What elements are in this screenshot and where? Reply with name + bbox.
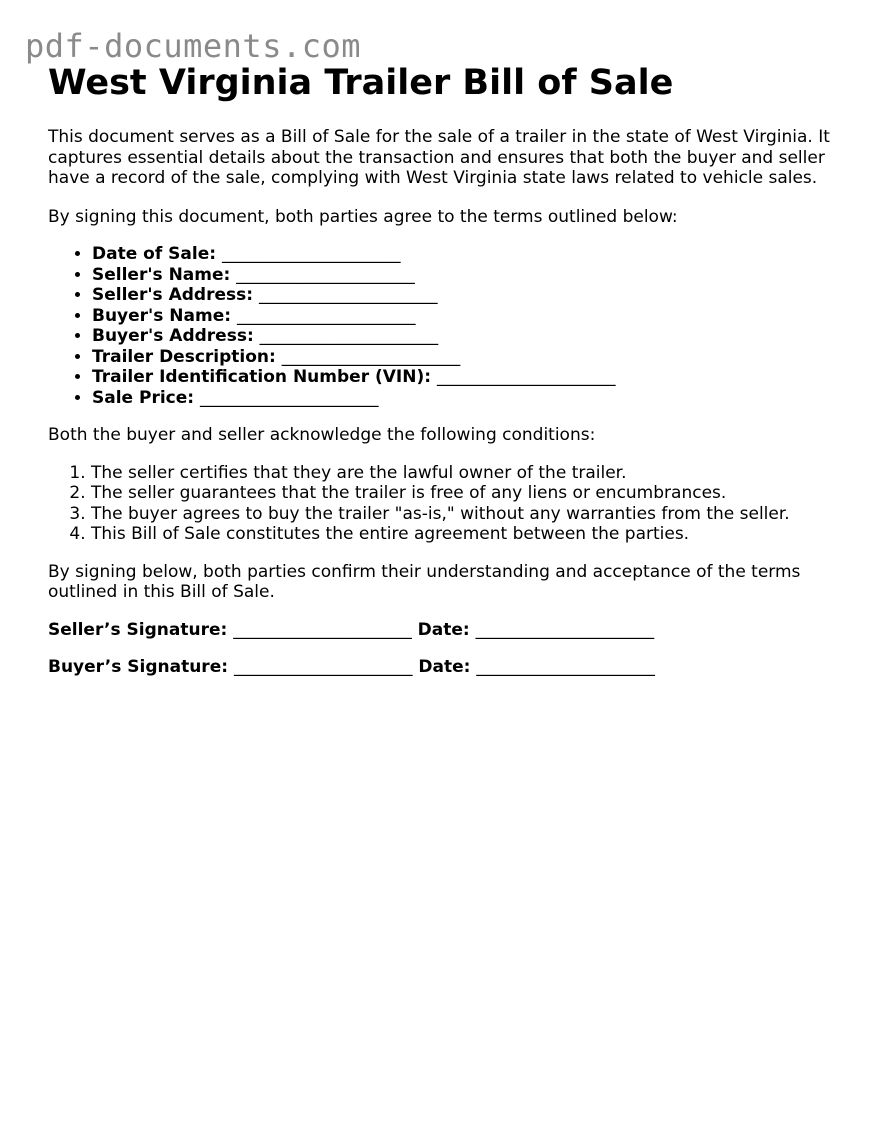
field-label-trailer-vin: Trailer Identification Number (VIN): xyxy=(92,367,432,387)
condition-item: 3. The buyer agrees to buy the trailer "as-is," without any warranties from the seller. xyxy=(91,504,838,525)
list-item xyxy=(92,285,838,306)
blank-line[interactable]: _____________________ xyxy=(436,367,616,387)
field-label-date-of-sale: Date of Sale: xyxy=(92,244,217,264)
seller-signature-label: Seller’s Signature: xyxy=(48,619,228,640)
field-label-sale-price: Sale Price: xyxy=(92,387,195,408)
buyer-date-label: Date: xyxy=(418,657,471,677)
sale-details-list xyxy=(48,244,838,408)
blank-line[interactable]: _____________________ xyxy=(221,244,401,264)
list-item xyxy=(92,326,838,347)
list-item xyxy=(92,347,838,368)
buyer-signature-blank[interactable]: _____________________ xyxy=(233,657,413,677)
field-label-seller-address: Seller's Address: xyxy=(92,285,254,305)
list-item xyxy=(92,367,838,388)
field-label-trailer-description: Trailer Description: xyxy=(92,346,276,367)
field-label-buyer-address: Buyer's Address: xyxy=(92,326,254,346)
condition-item: 4. This Bill of Sale constitutes the entire agreement between the parties. xyxy=(91,524,838,545)
seller-date-blank[interactable]: _____________________ xyxy=(475,619,655,640)
seller-signature-line xyxy=(48,620,838,641)
blank-line[interactable]: _____________________ xyxy=(200,387,379,408)
seller-date-label: Date: xyxy=(417,619,470,640)
buyer-signature-label: Buyer’s Signature: xyxy=(48,657,229,677)
list-item xyxy=(92,244,838,265)
condition-item: 1. The seller certifies that they are the lawful owner of the trailer. xyxy=(91,463,838,484)
condition-item: 2. The seller guarantees that the trailer is free of any liens or encumbrances. xyxy=(91,483,838,504)
intro-paragraph: This document serves as a Bill of Sale for the sale of a trailer in the state of West Virginia. It captures essential details about the transaction and ensures that both the buyer and seller have a record of the sale, complying with West Virginia state laws related to vehicle sales. xyxy=(48,127,830,188)
list-item xyxy=(92,388,838,409)
document-body xyxy=(48,62,838,678)
list-item xyxy=(92,306,838,327)
field-label-seller-name: Seller's Name: xyxy=(92,264,231,285)
seller-signature-blank[interactable]: _____________________ xyxy=(233,619,412,640)
document-title: West Virginia Trailer Bill of Sale xyxy=(48,63,674,103)
blank-line[interactable]: _____________________ xyxy=(259,326,439,346)
buyer-signature-line xyxy=(48,657,838,678)
blank-line[interactable]: _____________________ xyxy=(258,285,438,305)
blank-line[interactable]: _____________________ xyxy=(236,305,416,326)
confirm-statement: By signing below, both parties confirm their understanding and acceptance of the terms outlined in this Bill of Sale. xyxy=(48,561,801,602)
acknowledge-statement: Both the buyer and seller acknowledge the following conditions: xyxy=(48,425,596,445)
agree-statement: By signing this document, both parties agree to the terms outlined below: xyxy=(48,206,678,227)
list-item xyxy=(92,265,838,286)
field-label-buyer-name: Buyer's Name: xyxy=(92,305,232,326)
conditions-list xyxy=(48,463,838,545)
buyer-date-blank[interactable]: _____________________ xyxy=(476,657,655,677)
watermark: pdf-documents.com xyxy=(25,27,362,65)
blank-line[interactable]: _____________________ xyxy=(236,264,415,285)
blank-line[interactable]: _____________________ xyxy=(281,346,461,367)
